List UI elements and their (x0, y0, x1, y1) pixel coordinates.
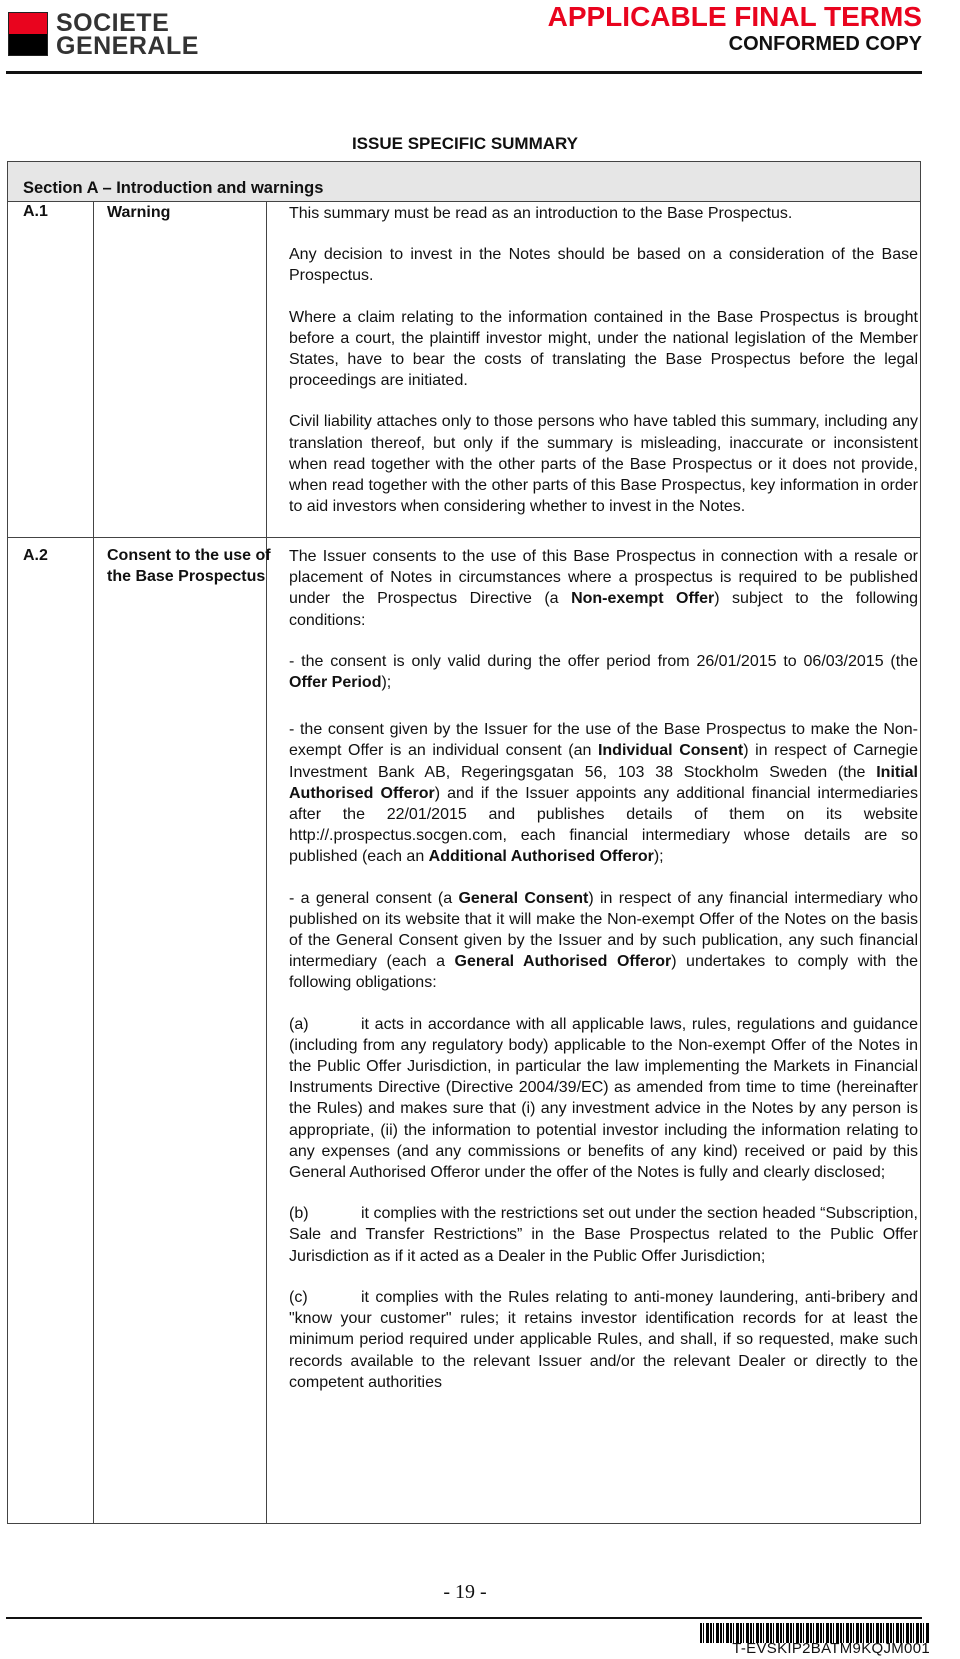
list-item: (b) it complies with the restrictions set out under the section headed “Subscription, Sale and Transfer Restrictions” in the Base Prospectus related to the Public Offer Jurisdiction as if it acted as a Dealer in the Public Offer Jurisdiction; (289, 1205, 918, 1265)
row-id-a1: A.1 (23, 203, 48, 220)
header-divider (6, 71, 922, 74)
paragraph: Any decision to invest in the Notes should be based on a consideration of the Base Prospectus. (289, 246, 918, 285)
paragraph: - the consent given by the Issuer for the use of the Base Prospectus to make the Non-exempt Offer is an individual consent (an Individual Consent) in respect of Carnegie Investment Bank AB, Regeringsgatan 56, 103 38 Stockholm Sweden (the Initial Authorised Offeror) and if the Issuer appoints any additional financial intermediaries after the 22/01/2015 and publishes details of them on its website http://.prospectus.socgen.com, each financial intermediary whose details are so published (each an Additional Authorised Offeror); (289, 721, 918, 866)
document-title: APPLICABLE FINAL TERMS (547, 1, 922, 32)
row-name-a1: Warning (107, 204, 171, 221)
list-item: (a) it acts in accordance with all applicable laws, rules, regulations and guidance (including from any regulatory body) applicable to the Non-exempt Offer of the Notes in the Public Offer Jurisdiction, in particular the law implementing the Markets in Financial Instruments Directive (Directive 2004/39/EC) as amended from time to time (hereinafter the Rules) and makes sure that (i) any investment advice in the Notes by any person is appropriate, (ii) the information to potential investor including the information relating to any expenses (and any commissions or benefits of any kind) received or paid by this General Authorised Offeror under the offer of the Notes is fully and clearly disclosed; (289, 1015, 918, 1182)
societe-generale-logo (8, 9, 243, 60)
paragraph: - a general consent (a General Consent) in respect of any financial intermediary who published on its website that it will make the Non-exempt Offer of the Notes on the basis of the General Consent given by the Issuer and by such publication, any such financial intermediary (each a General Authorised Offeror) undertakes to comply with the following obligations: (289, 889, 919, 992)
row-name-a2: Consent to the use of the Base Prospectus (107, 547, 271, 585)
summary-table (7, 161, 921, 1524)
column-divider (93, 202, 94, 1523)
document-subtitle: CONFORMED COPY (728, 33, 922, 55)
document-code: T-EVSKIP2BATM9KQJM001 (732, 1640, 930, 1657)
row-content-a1 (289, 203, 918, 537)
header-titles (548, 2, 922, 56)
logo-line2: GENERALE (56, 32, 199, 60)
paragraph: - the consent is only valid during the offer period from 26/01/2015 to 06/03/2015 (the Offer Period); (289, 652, 918, 692)
paragraph: Civil liability attaches only to those persons who have tabled this summary, including any translation thereof, but only if the summary is misleading, inaccurate or inconsistent when read together with the other parts of the Base Prospectus or it does not provide, when read together with the other parts of this Base Prospectus, key information in order to aid investors when considering whether to invest in the Notes. (289, 413, 918, 516)
row-id-a2: A.2 (23, 547, 48, 564)
footer-divider (6, 1617, 922, 1619)
page-number: - 19 - (443, 1581, 487, 1603)
paragraph: This summary must be read as an introduction to the Base Prospectus. (289, 205, 793, 222)
logo-line1: SOCIETE (56, 9, 170, 37)
section-heading-row (8, 162, 920, 202)
row-content-a2 (289, 546, 918, 1413)
logo-mark (8, 12, 48, 56)
paragraph: Where a claim relating to the information contained in the Base Prospectus is brought before a court, the plaintiff investor might, under the national legislation of the Member States, have to bear the costs of translating the Base Prospectus before the legal proceedings are initiated. (289, 308, 918, 390)
section-heading: Section A – Introduction and warnings (23, 179, 324, 197)
column-divider (266, 202, 267, 1523)
logo-text (56, 9, 199, 60)
summary-title: ISSUE SPECIFIC SUMMARY (351, 134, 579, 153)
list-item: (c) it complies with the Rules relating to anti-money laundering, anti-bribery and "know your customer" rules; it retains investor identification records for at least the minimum period required under applicable Rules, and shall, if so requested, make such records available to the relevant Issuer and/or the relevant Dealer or directly to the competent authorities (289, 1288, 918, 1391)
paragraph: The Issuer consents to the use of this Base Prospectus in connection with a resale or placement of Notes in circumstances where a prospectus is required to be published under the Prospectus Directive (a Non-exempt Offer) subject to the following conditions: (289, 548, 919, 629)
